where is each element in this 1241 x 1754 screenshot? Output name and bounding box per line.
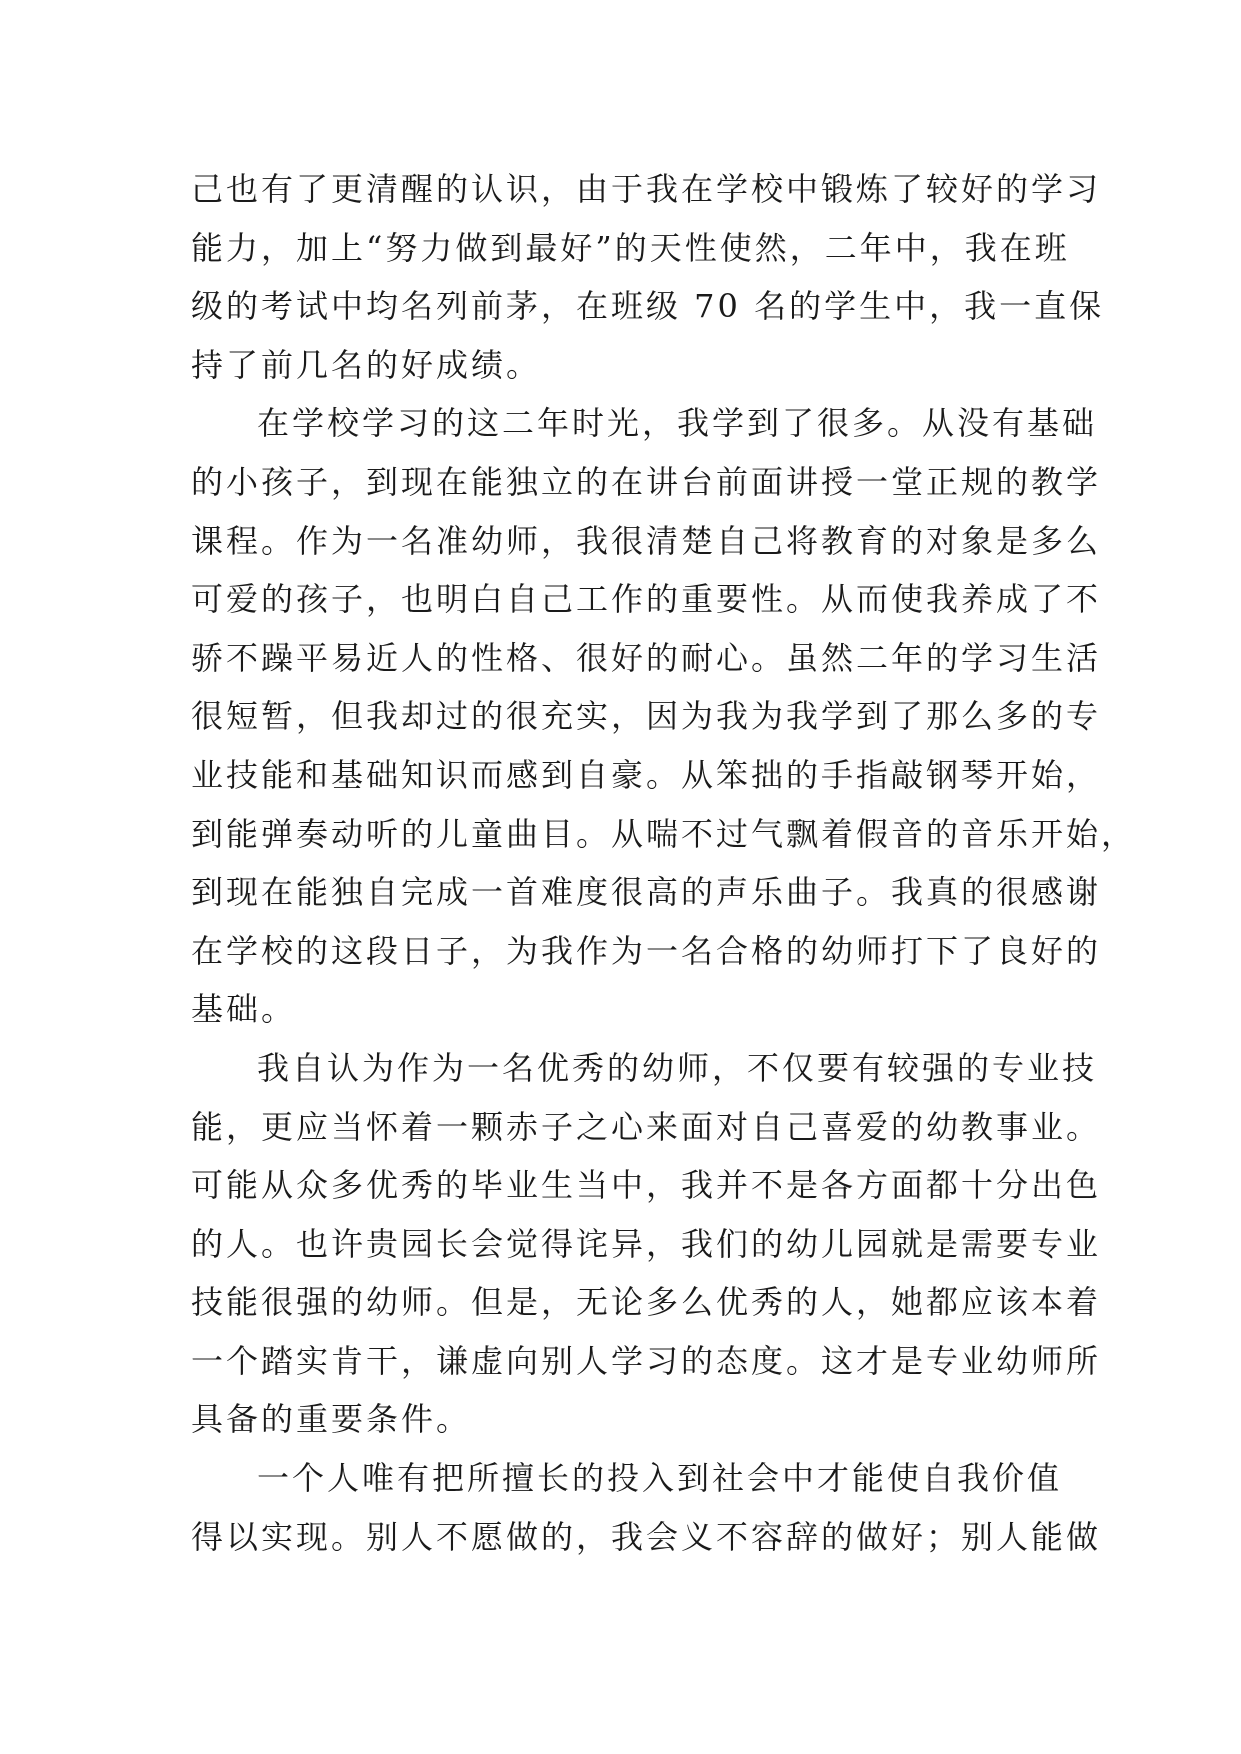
paragraph-first-line: 在学校学习的这二年时光，我学到了很多。从没有基础	[257, 404, 1098, 443]
text-line: 到现在能独自完成一首难度很高的声乐曲子。我真的很感谢	[191, 873, 1102, 912]
text-line: 到能弹奏动听的儿童曲目。从喘不过气飘着假音的音乐开始，	[191, 814, 1137, 853]
text-line: 具备的重要条件。	[191, 1400, 472, 1439]
text-line: 课程。作为一名准幼师，我很清楚自己将教育的对象是多么	[191, 521, 1102, 560]
text-line: 很短暂，但我却过的很充实，因为我为我学到了那么多的专	[191, 697, 1102, 736]
text-line: 持了前几名的好成绩。	[191, 345, 542, 384]
text-line: 级的考试中均名列前茅，在班级 70 名的学生中，我一直保	[191, 287, 1105, 326]
document-body	[191, 160, 1137, 1566]
text-line: 技能很强的幼师。但是，无论多么优秀的人，她都应该本着	[191, 1283, 1102, 1322]
text-line: 能，更应当怀着一颗赤子之心来面对自己喜爱的幼教事业。	[191, 1107, 1102, 1146]
text-line: 一个踏实肯干，谦虚向别人学习的态度。这才是专业幼师所	[191, 1341, 1102, 1380]
text-line: 的小孩子，到现在能独立的在讲台前面讲授一堂正规的教学	[191, 462, 1102, 501]
text-line: 的人。也许贵园长会觉得诧异，我们的幼儿园就是需要专业	[191, 1224, 1102, 1263]
paragraph-first-line: 我自认为作为一名优秀的幼师，不仅要有较强的专业技	[257, 1048, 1098, 1087]
paragraph-first-line: 一个人唯有把所擅长的投入到社会中才能使自我价值	[257, 1459, 1063, 1498]
text-line: 基础。	[191, 990, 297, 1029]
text-line: 得以实现。别人不愿做的，我会义不容辞的做好；别人能做	[191, 1517, 1102, 1556]
text-line: 可爱的孩子，也明白自己工作的重要性。从而使我养成了不	[191, 580, 1102, 619]
text-line: 己也有了更清醒的认识，由于我在学校中锻炼了较好的学习	[191, 170, 1102, 208]
text-line: 骄不躁平易近人的性格、很好的耐心。虽然二年的学习生活	[191, 638, 1102, 677]
text-line: 业技能和基础知识而感到自豪。从笨拙的手指敲钢琴开始，	[191, 755, 1102, 794]
text-line: 在学校的这段日子，为我作为一名合格的幼师打下了良好的	[191, 931, 1102, 970]
text-line: 可能从众多优秀的毕业生当中，我并不是各方面都十分出色	[191, 1166, 1102, 1205]
text-line: 能力，加上“努力做到最好”的天性使然，二年中，我在班	[191, 228, 1070, 267]
